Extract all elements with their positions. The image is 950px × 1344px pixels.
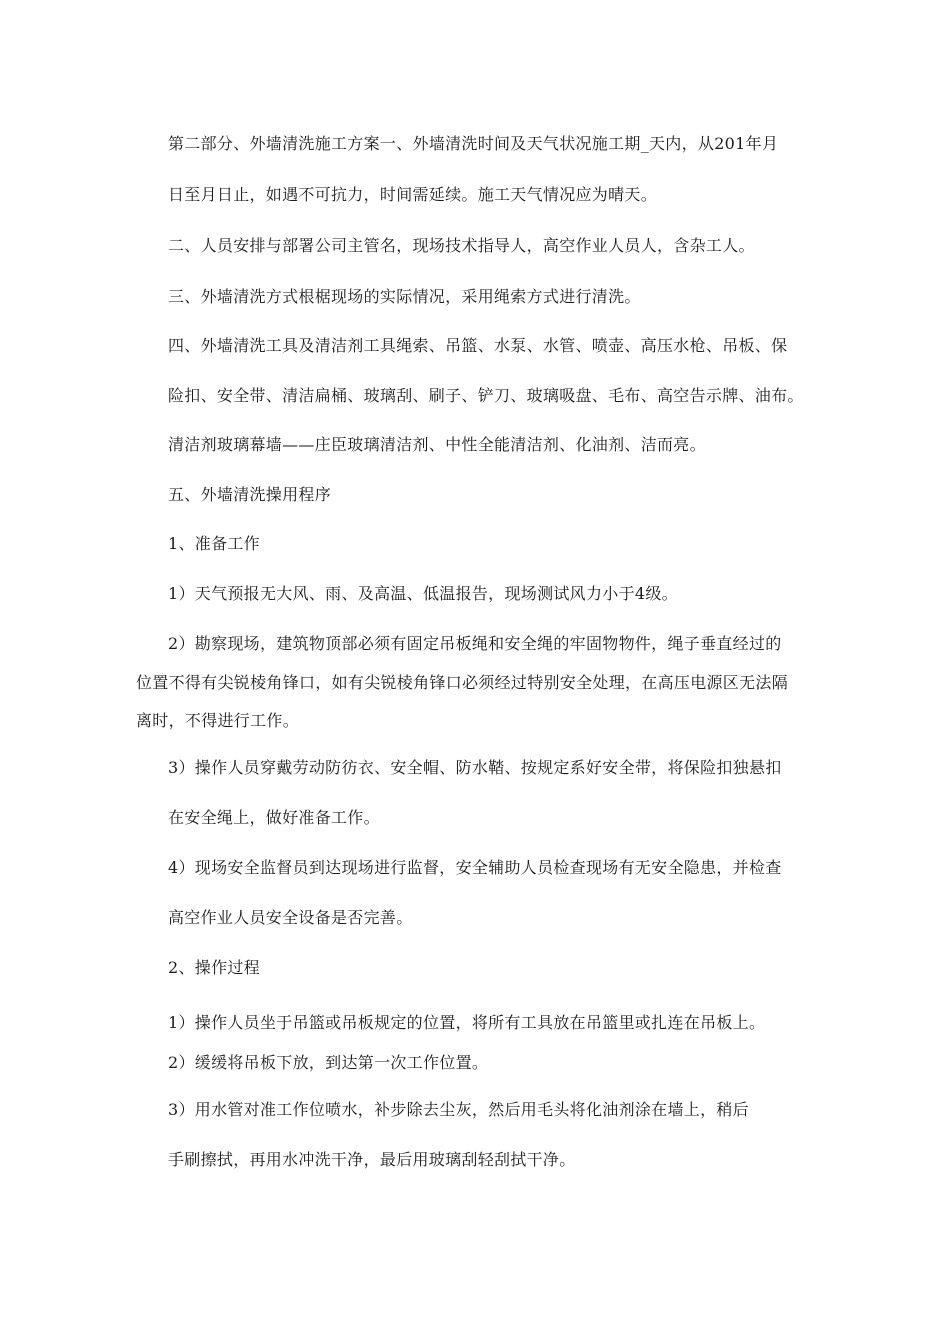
text-line: 险扣、安全带、清洁扁桶、玻璃刮、刷子、铲刀、玻璃吸盘、毛布、高空告示牌、油布。 [168, 386, 804, 405]
text-line: 位置不得有尖锐棱角锋口，如有尖锐棱角锋口必须经过特别安全处理，在高压电源区无法隔 [136, 673, 789, 692]
text-line: 四、外墙清洗工具及清洁剂工具绳索、吊篮、水泵、水管、喷壶、高压水枪、吊板、保 [168, 336, 788, 355]
text-line: 三、外墙清洗方式根椐现场的实际情况，采用绳索方式进行清洗。 [168, 287, 641, 306]
text-line: 在安全绳上，做好准备工作。 [168, 808, 380, 827]
text-line: 3）用水管对准工作位喷水，补步除去尘灰，然后用毛头将化油剂涂在墙上，稍后 [168, 1100, 749, 1119]
text-line: 二、人员安排与部署公司主管名，现场技术指导人，高空作业人员人，含杂工人。 [168, 236, 755, 255]
text-line: 3）操作人员穿戴劳动防彷衣、安全帽、防水鞜、按规定系好安全带，将保险扣独悬扣 [168, 758, 782, 777]
text-line: 1）操作人员坐于吊篮或吊板规定的位置，将所有工具放在吊篮里或扎连在吊板上。 [168, 1013, 766, 1032]
text-line: 4）现场安全监督员到达现场进行监督，安全辅助人员检查现场有无安全隐患，并检查 [168, 858, 782, 877]
text-line: 手刷擦拭，再用水冲洗干净，最后用玻璃刮轻刮拭干净。 [168, 1150, 576, 1169]
text-line: 五、外墙清洗操用程序 [168, 485, 332, 504]
text-line: 第二部分、外墙清洗施工方案一、外墙清洗时间及天气状况施工期_天内，从201年月 [168, 134, 779, 153]
text-line: 2）勘察现场，建筑物顶部必须有固定吊板绳和安全绳的牢固物物件，绳子垂直经过的 [168, 634, 782, 653]
text-line: 日至月日止，如遇不可抗力，时间需延续。施工天气情况应为晴天。 [168, 185, 658, 204]
text-line: 2）缓缓将吊板下放，到达第一次工作位置。 [168, 1053, 489, 1072]
text-line: 清洁剂玻璃幕墙——庄臣玻璃清洁剂、中性全能清洁剂、化油剂、洁而亮。 [168, 435, 706, 454]
text-line: 2、操作过程 [168, 958, 260, 977]
text-line: 1、准备工作 [168, 534, 260, 553]
text-line: 高空作业人员安全设备是否完善。 [168, 908, 413, 927]
text-line: 1）天气预报无大风、雨、及高温、低温报告，现场测试风力小于4级。 [168, 584, 678, 603]
text-line: 离时，不得进行工作。 [136, 711, 300, 730]
